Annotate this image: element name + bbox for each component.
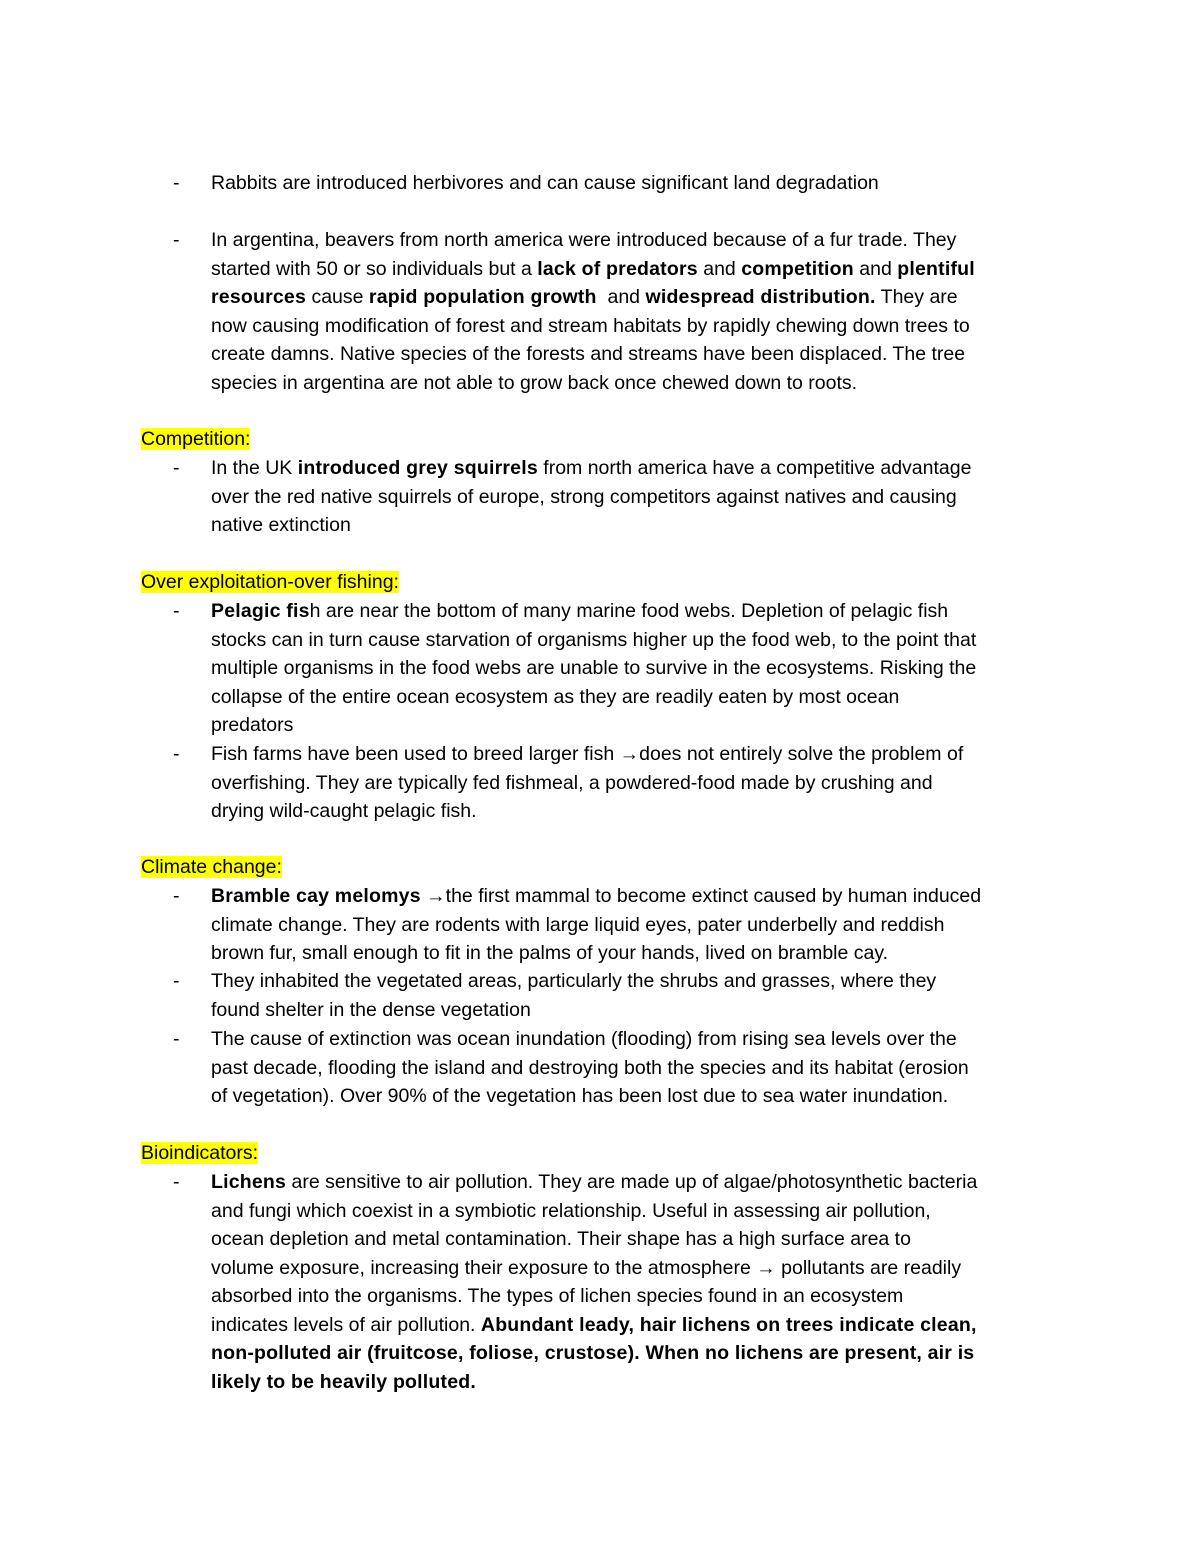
section-heading-overexploitation: Over exploitation-over fishing:: [141, 571, 399, 593]
text-line: overfishing. They are typically fed fishmeal, a powdered-food made by crushing and: [211, 771, 933, 794]
bold-phrase: plentiful: [897, 257, 975, 280]
bullet-text: [211, 454, 1063, 540]
bullet-text: [211, 882, 1063, 968]
section-heading-competition: Competition:: [141, 428, 251, 450]
text-line: brown fur, small enough to fit in the palms of your hands, lived on bramble cay.: [211, 942, 889, 964]
text-line: [211, 1339, 1063, 1368]
bullet-text: [211, 226, 1063, 397]
text-line: native extinction: [211, 514, 351, 536]
bullet-dash: -: [173, 600, 180, 622]
bullet-dash: -: [173, 743, 180, 765]
text-line: collapse of the entire ocean ecosystem as they are readily eaten by most ocean: [211, 685, 900, 708]
text-line: over the red native squirrels of europe, strong competitors against natives and causing: [211, 485, 957, 508]
text-line: [211, 1368, 1063, 1397]
bullet-dash: -: [173, 970, 180, 992]
section-heading-climate-change: Climate change:: [141, 856, 282, 878]
text-line: Pelagic fish are near the bottom of many marine food webs. Depletion of pelagic fish: [211, 600, 949, 622]
bold-phrase: likely to be heavily polluted.: [211, 1370, 476, 1393]
text-line: started with 50 or so individuals but a lack of predators and competition and plentiful: [211, 257, 975, 280]
text-line: multiple organisms in the food webs are unable to survive in the ecosystems. Risking the: [211, 657, 977, 679]
text-line: create damns. Native species of the forests and streams have been displaced. The tree: [211, 343, 966, 365]
text-line: Fish farms have been used to breed larger fish →does not entirely solve the problem of: [211, 743, 964, 765]
text-line: absorbed into the organisms. The types of lichen species found in an ecosystem: [211, 1285, 904, 1307]
text-line: volume exposure, increasing their exposure to the atmosphere → pollutants are readily: [211, 1256, 962, 1279]
text-line: stocks can in turn cause starvation of organisms higher up the food web, to the point that: [211, 628, 977, 651]
bold-phrase: competition: [741, 257, 854, 280]
bold-phrase: introduced grey squirrels: [297, 457, 538, 479]
bullet-text: [211, 1168, 1063, 1396]
bullet-text: [211, 169, 1063, 198]
text-line: of vegetation). Over 90% of the vegetation has been lost due to sea water inundation.: [211, 1085, 949, 1107]
bullet-text: [211, 1025, 1063, 1111]
text-line: resources cause rapid population growth and widespread distribution. They are: [211, 286, 958, 308]
bullet-dash: -: [173, 457, 180, 479]
bullet-text: [211, 740, 1063, 826]
bullet-dash: -: [173, 229, 180, 251]
bullet-text: [211, 597, 1063, 740]
text-line: species in argentina are not able to grow back once chewed down to roots.: [211, 371, 858, 394]
text-line: ocean depletion and metal contamination. Their shape has a high surface area to: [211, 1228, 911, 1250]
bold-phrase: resources: [211, 286, 307, 308]
text-line: They inhabited the vegetated areas, particularly the shrubs and grasses, where they: [211, 970, 937, 992]
bullet-dash: -: [173, 1171, 180, 1193]
bold-phrase: Bramble cay melomys: [211, 885, 421, 907]
text-line: past decade, flooding the island and destroying both the species and its habitat (erosion: [211, 1056, 969, 1079]
bold-phrase: Abundant leady, hair lichens on trees indicate clean,: [480, 1313, 977, 1336]
bold-phrase: widespread distribution.: [645, 286, 876, 308]
section-heading-bioindicators: Bioindicators:: [141, 1142, 259, 1164]
bold-phrase: rapid population growth: [368, 286, 597, 308]
bold-phrase: Pelagic fis: [211, 600, 310, 622]
text-line: found shelter in the dense vegetation: [211, 998, 531, 1021]
text-line: In the UK introduced grey squirrels from north america have a competitive advantage: [211, 457, 972, 479]
bold-phrase: lack of predators: [537, 257, 698, 280]
text-line: now causing modification of forest and stream habitats by rapidly chewing down trees to: [211, 314, 970, 337]
text-line: Lichens are sensitive to air pollution. They are made up of algae/photosynthetic bacteria: [211, 1171, 978, 1193]
text-line: The cause of extinction was ocean inundation (flooding) from rising sea levels over the: [211, 1028, 957, 1050]
text-line: drying wild-caught pelagic fish.: [211, 800, 477, 822]
text-line: climate change. They are rodents with large liquid eyes, pater underbelly and reddish: [211, 913, 945, 936]
bullet-text: [211, 967, 1063, 1024]
bullet-dash: -: [173, 885, 180, 907]
text-line: predators: [211, 714, 294, 736]
text-line: and fungi which coexist in a symbiotic relationship. Useful in assessing air pollution,: [211, 1199, 931, 1222]
bullet-dash: -: [173, 1028, 180, 1050]
text-line: In argentina, beavers from north america were introduced because of a fur trade. They: [211, 229, 957, 251]
bold-phrase: Lichens: [211, 1171, 287, 1193]
bold-phrase: non-polluted air (fruitcose, foliose, crustose). When no lichens are present, air is: [211, 1342, 975, 1364]
text-line: indicates levels of air pollution. Abundant leady, hair lichens on trees indicate clean,: [211, 1313, 977, 1336]
bullet-dash: -: [173, 172, 180, 194]
text-line: Rabbits are introduced herbivores and can cause significant land degradation: [211, 172, 879, 194]
text-line: Bramble cay melomys →the first mammal to become extinct caused by human induced: [211, 885, 982, 907]
